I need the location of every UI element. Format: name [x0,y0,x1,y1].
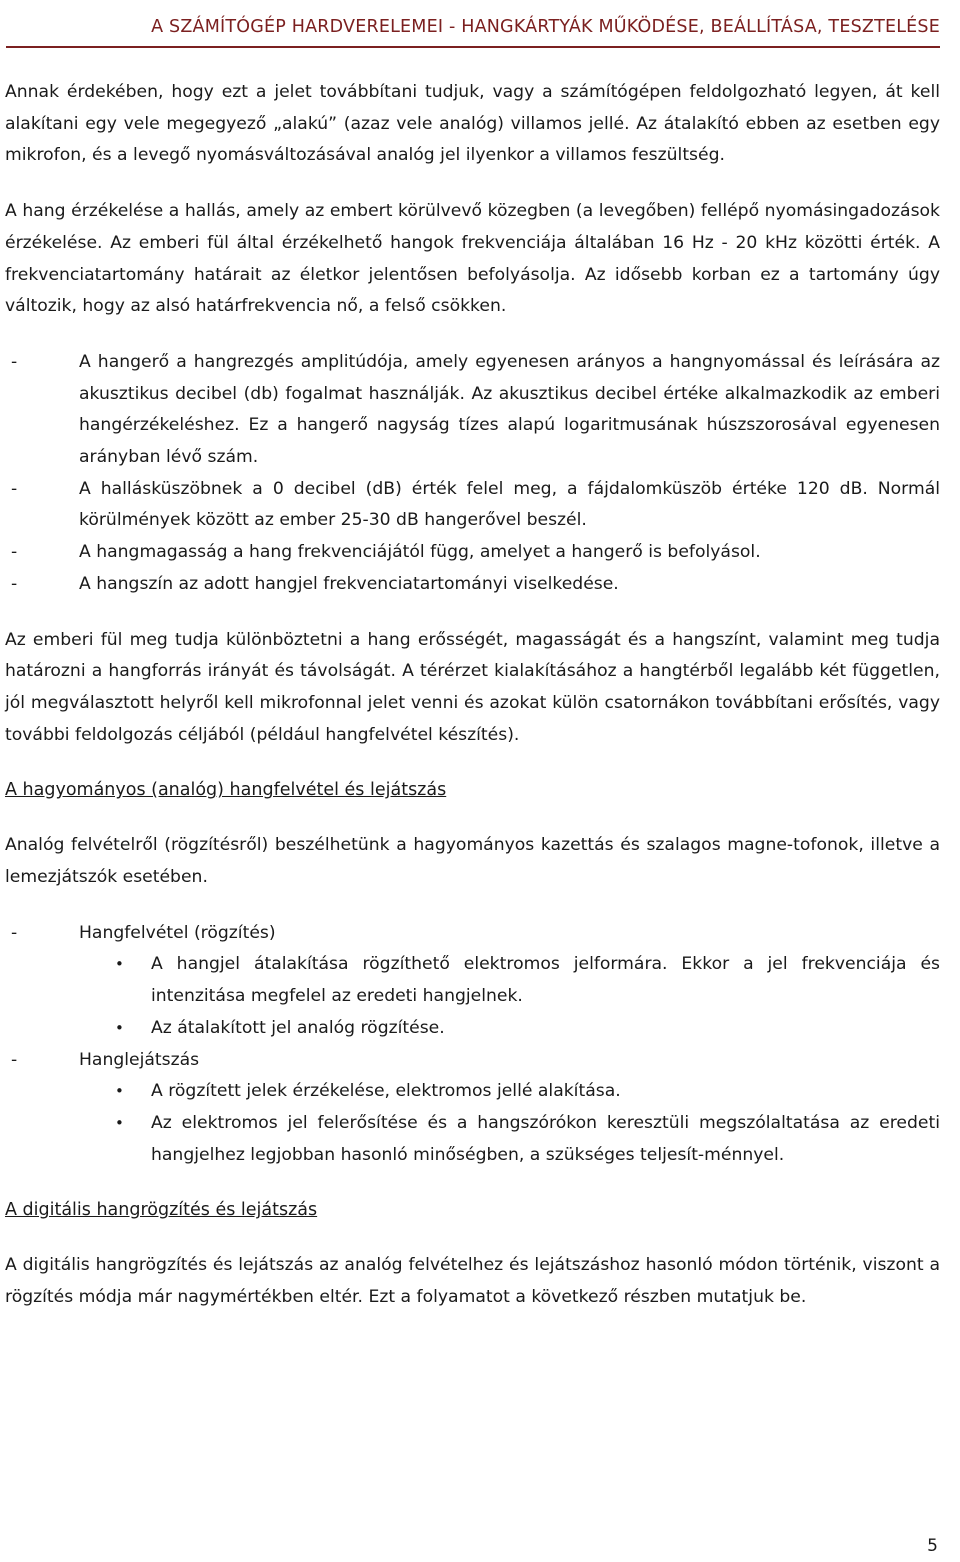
recording-label: Hangfelvétel (rögzítés) [79,922,276,943]
paragraph-conversion: Annak érdekében, hogy ezt a jelet továbbítani tudjuk, vagy a számítógépen feldolgozható legyen, át kell alakítani egy vele megegyező „alakú” (azaz vele analóg) villamos jellé. Az átalakító ebben az esetben egy mikrofon, és a levegő nyomásváltozásával analóg jel ilyenkor a villamos feszültség. [5,82,940,166]
paragraph-digital: A digitális hangrögzítés és lejátszás az analóg felvételhez és lejátszáshoz hasonló módon történik, viszont a rögzítés módja már nagymértékben eltér. Ezt a folyamatot a következő részben mutatjuk be. [5,1255,940,1308]
list-item: - A hangmagasság a hang frekvenciájától függ, amelyet a hangerő is befolyásol. [5,537,940,569]
recording-steps [5,949,940,1044]
heading-analog: A hagyományos (analóg) hangfelvétel és lejátszás [5,780,447,801]
list-item: • Az elektromos jel felerősítése és a hangszórókon keresztüli megszólaltatása az eredeti hangjelhez legjobban hasonló minőségben, a szükséges teljesít-ménnyel. [5,1108,940,1171]
list-item: - A hallásküszöbnek a 0 decibel (dB) érték felel meg, a fájdalomküszöb értéke 120 dB. Normál körülmények között az ember 25-30 dB hangerővel beszél. [5,474,940,537]
playback-steps [5,1076,940,1171]
analog-process-list [5,918,940,1172]
paragraph-human-ear: Az emberi fül meg tudja különböztetni a hang erősségét, magasságát és a hangszínt, valamint meg tudja határozni a hangforrás irányát és távolságát. A térérzet kialakításához a hangtérből legalább két független, jól megválasztott helyről kell mikrofonnal jelet venni és azokat külön csatornákon továbbítani erősítés, vagy további feldolgozás céljából (például hangfelvétel készítés). [5,629,940,745]
list-item-playback [5,1045,940,1172]
list-item: • Az átalakított jel analóg rögzítése. [5,1013,940,1045]
sound-properties-list [5,347,940,601]
page-number: 5 [927,1536,938,1556]
page-content [5,77,940,1314]
paragraph-hearing: A hang érzékelése a hallás, amely az embert körülvevő közegben (a levegőben) fellépő nyomásingadozások érzékelése. Az emberi fül által érzékelhető hangok frekvenciája általában 16 Hz - 20 kHz közötti érték. A frekvenciatartomány határait az életkor jelentősen befolyásolja. Az idősebb korban ez a tartomány úgy változik, hogy az alsó határfrekvencia nő, a felső csökken. [5,201,940,317]
list-item: • A hangjel átalakítása rögzíthető elektromos jelformára. Ekkor a jel frekvenciája és intenzitása megfelel az eredeti hangjelnek. [5,949,940,1012]
paragraph-analog-intro: Analóg felvételről (rögzítésről) beszélhetünk a hagyományos kazettás és szalagos magne-tofonok, illetve a lemezjátszók esetében. [5,835,940,888]
list-item: - A hangerő a hangrezgés amplitúdója, amely egyenesen arányos a hangnyomással és leírására az akusztikus decibel (db) fogalmat használják. Az akusztikus decibel értéke alkalmazkodik az emberi hangérzékeléshez. Ez a hangerő nagyság tízes alapú logaritmusának húszszorosával egyenesen arányban lévő szám. [5,347,940,474]
header-title: A SZÁMÍTÓGÉP HARDVERELEMEI - HANGKÁRTYÁK MŰKÖDÉSE, BEÁLLÍTÁSA, TESZTELÉSE [151,17,940,37]
list-item-recording [5,918,940,1045]
playback-label: Hanglejátszás [79,1049,200,1070]
list-item: - A hangszín az adott hangjel frekvenciatartományi viselkedése. [5,569,940,601]
heading-digital: A digitális hangrögzítés és lejátszás [5,1200,318,1221]
page-header [6,10,940,48]
list-item: • A rögzített jelek érzékelése, elektromos jellé alakítása. [5,1076,940,1108]
